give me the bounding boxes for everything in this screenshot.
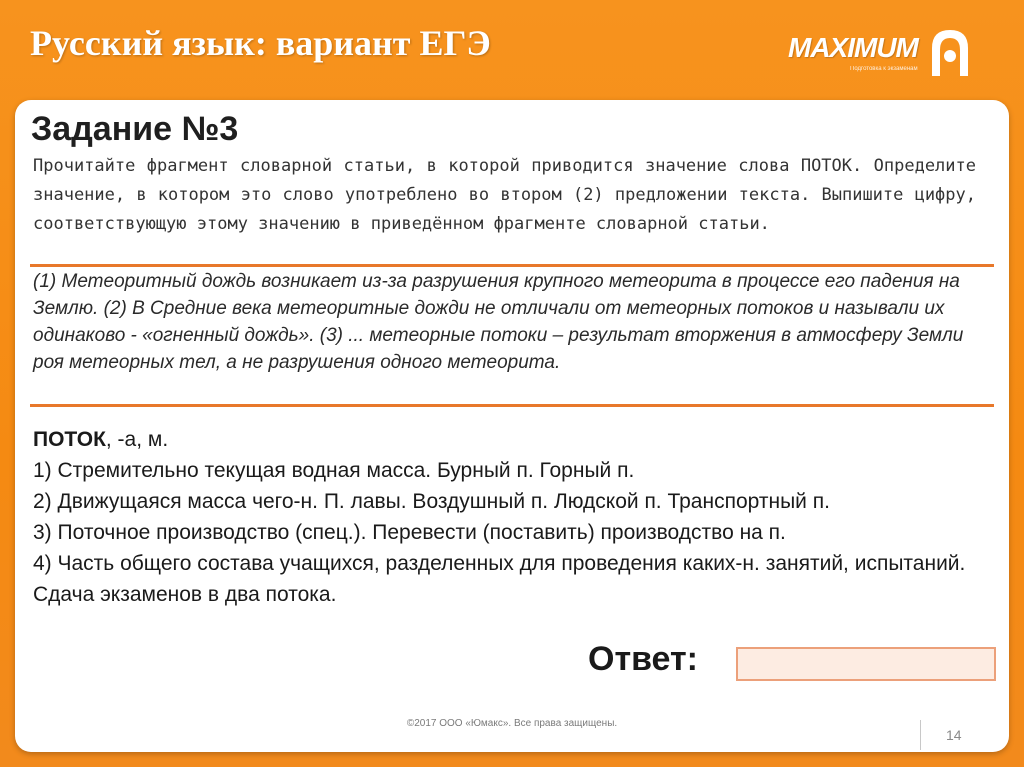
divider-bottom bbox=[30, 404, 994, 407]
logo-wordmark: MAXIMUM bbox=[788, 32, 918, 63]
logo-mark-icon bbox=[924, 26, 972, 80]
dictionary-sense: 4) Часть общего состава учащихся, разделенных для проведения каких-н. занятий, испытаний. Сдача экзаменов в два потока. bbox=[33, 552, 966, 606]
maximum-logo bbox=[788, 26, 978, 84]
logo-tagline: Подготовка к экзаменам bbox=[850, 66, 918, 72]
footer-copyright: ©2017 ООО «Юмакс». Все права защищены. bbox=[406, 718, 618, 729]
dictionary-grammar: , -а, м. bbox=[105, 428, 169, 451]
divider-top bbox=[30, 264, 994, 267]
dictionary-sense: 2) Движущаяся масса чего-н. П. лавы. Воздушный п. Людской п. Транспортный п. bbox=[33, 490, 830, 513]
source-passage: (1) Метеоритный дождь возникает из-за разрушения крупного метеорита в процессе его падения на Землю. (2) В Средние века метеоритные дожди не отличали от метеорных потоков и называли их одинаково - «огненный дождь». (3) ... метеорные потоки – результат вторжения в атмосферу Земли роя метеорных тел, а не разрушения одного метеорита. bbox=[33, 271, 964, 373]
dictionary-headword: ПОТОК bbox=[33, 428, 106, 451]
task-title: Задание №3 bbox=[31, 110, 239, 148]
dictionary-sense: 3) Поточное производство (спец.). Перевести (поставить) производство на п. bbox=[33, 521, 786, 544]
dictionary-headword-line bbox=[33, 424, 993, 455]
dictionary-sense: 1) Стремительно текущая водная масса. Бурный п. Горный п. bbox=[33, 459, 635, 482]
slide-header-title: Русский язык: вариант ЕГЭ bbox=[30, 23, 491, 63]
answer-input[interactable] bbox=[736, 647, 996, 681]
dictionary-entry bbox=[33, 424, 993, 610]
task-instructions: Прочитайте фрагмент словарной статьи, в которой приводится значение слова ПОТОК. Определите значение, в котором это слово употреблено во втором (2) предложении текста. Выпишите цифру, соответствующую этому значению в приведённом фрагменте словарной статьи. bbox=[33, 156, 976, 234]
answer-label: Ответ: bbox=[588, 640, 698, 678]
page-number: 14 bbox=[946, 727, 962, 743]
page-number-separator bbox=[920, 720, 921, 750]
